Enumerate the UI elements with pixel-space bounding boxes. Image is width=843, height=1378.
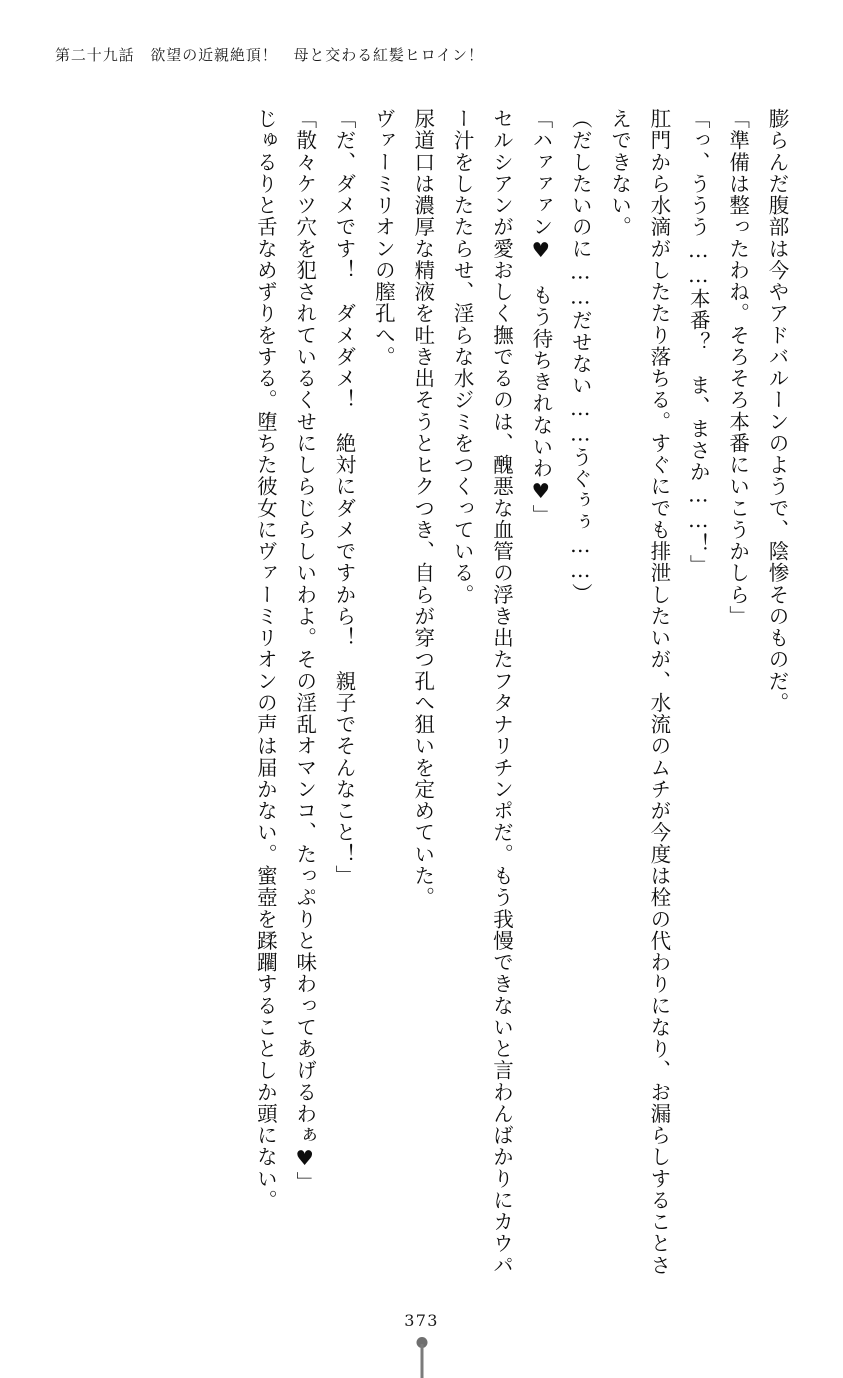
body-paragraph: （だしたいのに……だせない……うぐぅぅ……） [568, 108, 593, 605]
body-paragraph: 「だ、ダメです！ ダメダメ！ 絶対にダメですから！ 親子でそんなこと！」 [332, 108, 357, 887]
vertical-text-block [48, 108, 796, 1278]
body-paragraph: 膨らんだ腹部は今やアドバルーンのようで、陰惨そのものだ。 [765, 108, 789, 714]
body-paragraph: 「ハァァァン♥ もう待ちきれないわ♥」 [528, 108, 553, 526]
body-paragraph: 尿道口は濃厚な精液を吐き出そうとヒクつき、自らが穿つ孔へ狙いを定めていた。 [410, 108, 435, 909]
body-paragraph: じゅるりと舌なめずりをする。堕ちた彼女にヴァーミリオンの声は届かない。蜜壺を蹂躙することしか頭にない。 [253, 108, 278, 1212]
body-paragraph: 「散々ケツ穴を犯されているくせにしらじらしいわよ。その淫乱オマンコ、たっぷりと味わってあげるわぁ♥」 [292, 108, 317, 1193]
binding-mark [420, 1344, 423, 1378]
page-body [48, 108, 796, 1278]
body-paragraph: 「っ、ううう……本番？ ま、まさか……！」 [686, 108, 711, 577]
body-paragraph: ヴァーミリオンの膣孔へ。 [371, 108, 396, 368]
body-paragraph: セルシアンが愛おしく撫でるのは、醜悪な血管の浮き出たフタナリチンポだ。もう我慢できないと言わんばかりにカウパー汁をしたたらせ、淫らな水ジミをつくっている。 [450, 108, 514, 1276]
running-header-chapter-title: 第二十九話 欲望の近親絶頂！ 母と交わる紅髪ヒロイン！ [55, 46, 484, 64]
page-number: 373 [404, 1311, 439, 1330]
body-paragraph: 「準備は整ったわね。そろそろ本番にいこうかしら」 [725, 108, 750, 628]
body-paragraph: 肛門から水滴がしたたり落ちる。すぐにでも排泄したいが、水流のムチが今度は栓の代わりになり、お漏らしすることさえできない。 [607, 108, 671, 1276]
